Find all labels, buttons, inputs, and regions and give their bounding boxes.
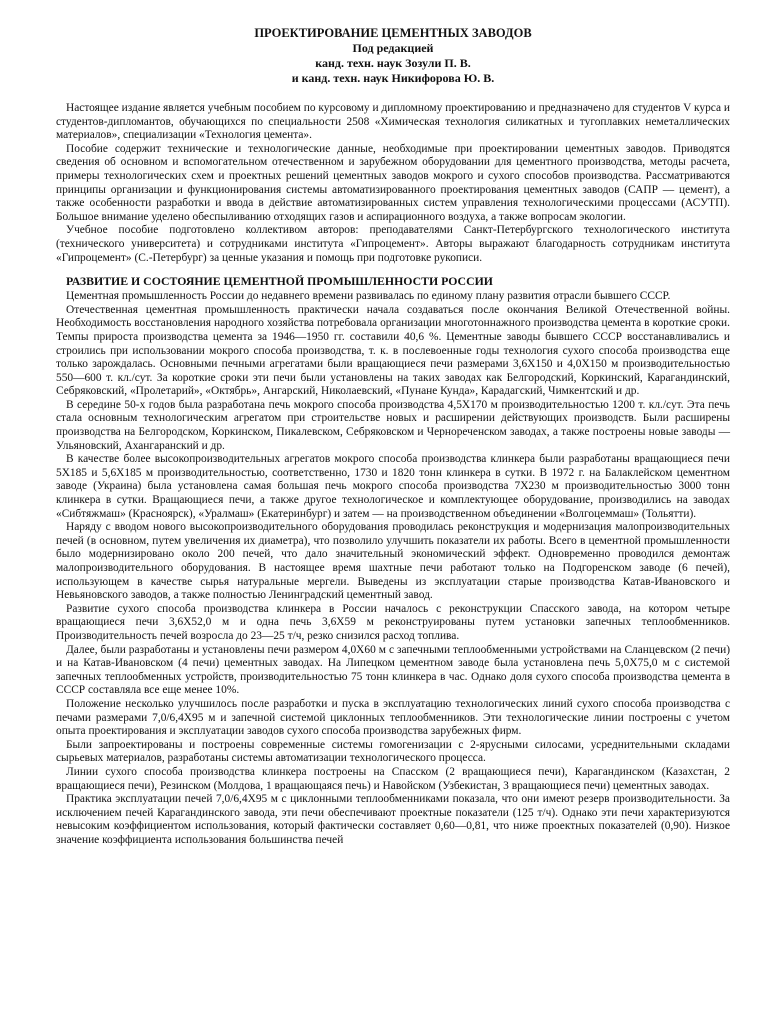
body-paragraph: Наряду с вводом нового высокопроизводительного оборудования проводилась реконструкция и модернизация малопроизводительных печей (в основном, путем увеличения их диаметра), что позволило улучшить показатели их работы. Всего в цементной промышленности было модернизировано около 200 печей, что дало значительный экономический эффект. Одновременно проводился демонтаж малопроизводительного оборудования. В настоящее время шахтные печи работают только на Подгоренском заводе (6 печей), использующем в качестве сырья натуральные мергели. Выведены из эксплуатации старые производства Катав-Ивановского и Невьяновского заводов, а также полностью Ленинградский цементный завод. <box>56 521 730 602</box>
body-paragraph: Практика эксплуатации печей 7,0/6,4Х95 м с циклонными теплообменниками показала, что они имеют резерв производительности. За исключением печей Карагандинского завода, эти печи обеспечивают проектные показатели (125 т/ч). Однако эти печи характеризуются невысоким коэффициентом использования, который фактически составляет 0,60—0,81, что ниже проектных показателей (0,90). Низкое значение коэффициента использования большинства печей <box>56 793 730 846</box>
body-paragraph: В качестве более высокопроизводительных агрегатов мокрого способа производства клинкера были разработаны вращающиеся печи 5Х185 и 5,6Х185 м производительностью, соответственно, 1730 и 1820 тонн клинкера в сутки. В 1972 г. на Балаклейском цементном заводе (Украина) была установлена самая большая печь мокрого способа производства 7Х230 м производительностью 3000 тонн клинкера в сутки. Вращающиеся печи, а также другое технологическое и комплектующее оборудование, производились на заводах «Сибтяжмаш» (Красноярск), «Уралмаш» (Екатеринбург) и затем — на производственном объединении «Волгоцеммаш» (Тольятти). <box>56 453 730 520</box>
edited-by-label: Под редакцией <box>352 41 434 55</box>
body-paragraph: Положение несколько улучшилось после разработки и пуска в эксплуатацию технологических линий сухого способа производства с печами размерами 7,0/6,4Х95 м и запечной системой циклонных теплообменников. Эти технологические линии построены с учетом опыта проектирования и эксплуатации заводов сухого способа производства зарубежных фирм. <box>56 697 730 738</box>
body-paragraph: Были запроектированы и построены современные системы гомогенизации с 2-ярусными силосами, усреднительными складами сырьевых материалов, разработаны системы автоматизации технологического процесса. <box>56 738 730 765</box>
section-body <box>56 290 730 847</box>
intro-paragraph: Учебное пособие подготовлено коллективом авторов: преподавателями Санкт-Петербургского технологического института (технического университета) и сотрудниками института «Гипроцемент». Авторы выражают благодарность сотрудникам института «Гипроцемент» (С.-Петербург) за ценные указания и помощь при подготовке рукописи. <box>56 224 730 264</box>
section-heading: РАЗВИТИЕ И СОСТОЯНИЕ ЦЕМЕНТНОЙ ПРОМЫШЛЕННОСТИ РОССИИ <box>66 274 493 289</box>
intro-paragraph: Настоящее издание является учебным пособием по курсовому и дипломному проектированию и предназначено для студентов V курса и студентов-дипломантов, обучающихся по специальности 2508 «Химическая технология силикатных и тугоплавких неметаллических материалов», специализации «Технология цемента». <box>56 102 730 142</box>
body-paragraph: Развитие сухого способа производства клинкера в России началось с реконструкции Спасского завода, на котором четыре вращающиеся печи 3,6Х52,0 м и одна печь 3,6Х59 м реконструированы путем установки запечных теплообменников. Производительность печей возросла до 23—25 т/ч, резко снизился расход топлива. <box>56 602 730 642</box>
document-title: ПРОЕКТИРОВАНИЕ ЦЕМЕНТНЫХ ЗАВОДОВ <box>254 26 532 40</box>
body-paragraph: Цементная промышленность России до недавнего времени развивалась по единому плану развития отрасли бывшего СССР. <box>66 290 671 303</box>
editor-line-2: и канд. техн. наук Никифорова Ю. В. <box>291 71 495 85</box>
intro-paragraph: Пособие содержит технические и технологические данные, необходимые при проектировании цементных заводов. Приводятся сведения об основном и вспомогательном отечественном и зарубежном оборудовании для цементного производства, методы расчета, примеры технологических схем и проектных решений цементных заводов мокрого и сухого способов производства. Рассматриваются принципы организации и функционирования системы автоматизированного проектирования цементных заводов (САПР — цемент), а также особенности разработки и ввода в действие автоматизированных систем управления технологическими процессами (АСУТП). Большое внимание уделено обеспыливанию отходящих газов и аспирационного воздуха, а также вопросам экологии. <box>56 142 730 223</box>
document-header <box>56 26 730 86</box>
editor-line-1: канд. техн. наук Зозули П. В. <box>315 56 471 70</box>
body-paragraph: В середине 50-х годов была разработана печь мокрого способа производства 4,5Х170 м производительностью 1200 т. кл./сут. Эта печь стала основным технологическим агрегатом при строительстве новых и расширении действующих производств. Были расширены производства на Белгородском, Коркинском, Пикалевском, Себряковском и Чернореченском заводах, а также построены новые заводы — Ульяновский, Ахангаранский и др. <box>56 398 730 452</box>
body-paragraph: Далее, были разработаны и установлены печи размером 4,0Х60 м с запечными теплообменными устройствами на Сланцевском (2 печи) и на Катав-Ивановском (4 печи) цементных заводах. На Липецком цементном заводе была установлена печь 5,0Х75,0 м с системой запечных теплообменных устройств, производительностью 75 тонн клинкера в час. Однако доля сухого способа производства цемента в СССР составляла все еще менее 10%. <box>56 643 730 697</box>
body-paragraph: Отечественная цементная промышленность практически начала создаваться после окончания Великой Отечественной войны. Необходимость восстановления народного хозяйства потребовала организации многотоннажного производства цемента в короткие сроки. Темпы прироста производства цемента за 1946—1950 гг. составили 40,6 %. Цементные заводы бывшего СССР восстанавливались и строились при использовании мокрого способа производства, т. к. в послевоенные годы технология сухого способа производства еще только зарождалась. Основными печными агрегатами были вращающиеся печи размерами 3,6Х150 и 4,0Х150 м производительностью 550—600 т. кл./сут. За короткие сроки эти печи были установлены на таких заводах как Белгородский, Коркинский, Карагандинский, Себряковский, «Пролетарий», «Октябрь», Ангарский, Николаевский, «Пунане Кунда», Карадагский, Чимкентский и др. <box>56 303 730 398</box>
intro-block <box>56 102 730 265</box>
body-paragraph: Линии сухого способа производства клинкера построены на Спасском (2 вращающиеся печи), Карагандинском (Казахстан, 2 вращающиеся печи), Резинском (Молдова, 1 вращающаяся печь) и Навойском (Узбекистан, 3 вращающиеся печи) цементных заводах. <box>56 765 730 792</box>
